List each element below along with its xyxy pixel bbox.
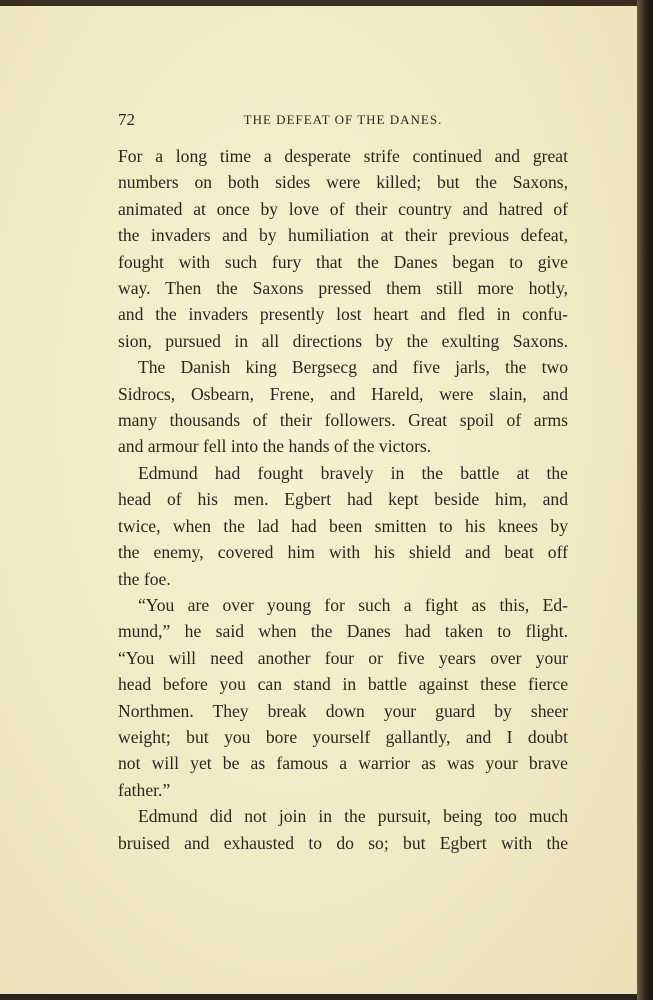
text-line: way. Then the Saxons pressed them still more hotly, bbox=[118, 278, 568, 299]
text-line: twice, when the lad had been smitten to his knees by bbox=[118, 515, 568, 536]
book-spine bbox=[637, 0, 653, 1000]
text-line: mund,” he said when the Danes had taken to flight. bbox=[118, 621, 568, 642]
text-line: fought with such fury that the Danes began to give bbox=[118, 251, 568, 272]
text-line: head before you can stand in battle against these fierce bbox=[118, 674, 568, 695]
book-page bbox=[0, 6, 640, 994]
text-line: “You are over young for such a fight as this, Ed- bbox=[138, 594, 568, 615]
text-line: many thousands of their followers. Great spoil of arms bbox=[118, 410, 568, 431]
text-line: Northmen. They break down your guard by sheer bbox=[118, 700, 568, 721]
text-line: The Danish king Bergsecg and five jarls, the two bbox=[138, 357, 568, 378]
running-head: THE DEFEAT OF THE DANES. bbox=[243, 112, 443, 127]
text-line: not will yet be as famous a warrior as was your brave bbox=[118, 753, 568, 774]
text-line: Sidrocs, Osbearn, Frene, and Hareld, were slain, and bbox=[118, 383, 568, 404]
text-line: head of his men. Egbert had kept beside him, and bbox=[118, 489, 568, 510]
text-line: the foe. bbox=[118, 568, 171, 589]
page-number: 72 bbox=[118, 110, 135, 129]
text-line: For a long time a desperate strife continued and great bbox=[118, 146, 568, 166]
text-line: bruised and exhausted to do so; but Egbert with the bbox=[118, 832, 568, 853]
text-line: and the invaders presently lost heart and fled in confu- bbox=[118, 304, 568, 325]
body-text bbox=[118, 143, 568, 856]
text-line: father.” bbox=[118, 779, 171, 800]
text-line: “You will need another four or five years over your bbox=[118, 647, 568, 668]
text-line: Edmund had fought bravely in the battle at the bbox=[138, 462, 568, 483]
text-line: sion, pursued in all directions by the exulting Saxons. bbox=[118, 330, 568, 351]
text-line: numbers on both sides were killed; but the Saxons, bbox=[118, 172, 568, 193]
text-line: Edmund did not join in the pursuit, being too much bbox=[138, 806, 568, 827]
text-line: the invaders and by humiliation at their previous defeat, bbox=[118, 225, 568, 246]
text-line: and armour fell into the hands of the victors. bbox=[118, 436, 432, 457]
text-line: the enemy, covered him with his shield and beat off bbox=[118, 542, 568, 563]
text-line: animated at once by love of their country and hatred of bbox=[118, 198, 568, 219]
page-header bbox=[118, 110, 568, 132]
text-line: weight; but you bore yourself gallantly, and I doubt bbox=[118, 726, 568, 747]
